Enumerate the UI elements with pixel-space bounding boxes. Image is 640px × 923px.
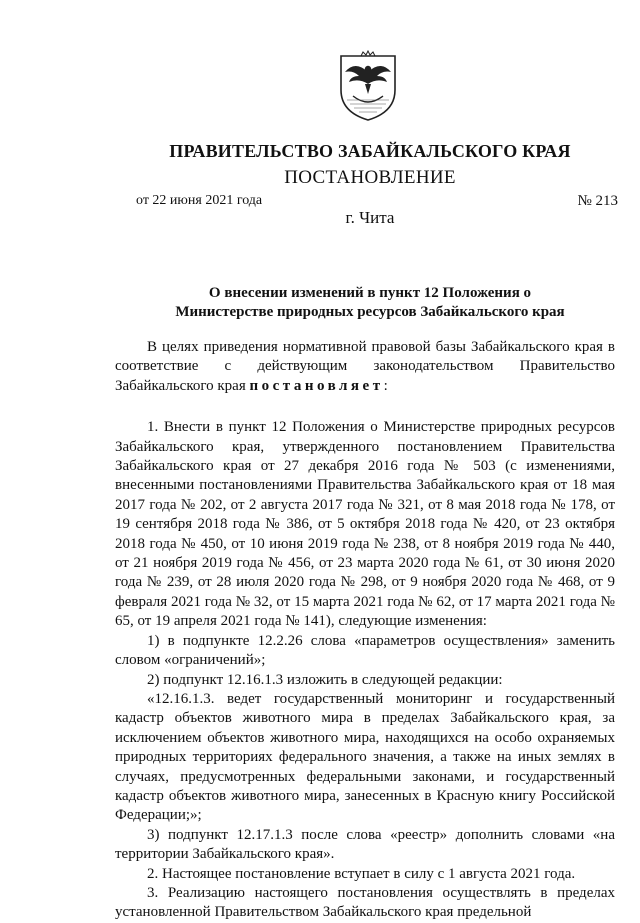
decree-word: постановляет	[249, 377, 384, 394]
subparagraph-1: 1) в подпункте 12.2.26 слова «параметров осуществления» заменить словом «ограничений»;	[115, 632, 615, 669]
document-date: от 22 июня 2021 года	[136, 193, 263, 208]
subparagraph-2: 2) подпункт 12.16.1.3 изложить в следующей редакции:	[147, 671, 503, 688]
paragraph-implementation: 3. Реализацию настоящего постановления осуществлять в пределах установленной Правительством Забайкальского края предельной	[115, 884, 615, 921]
government-title: ПРАВИТЕЛЬСТВО ЗАБАЙКАЛЬСКОГО КРАЯ	[169, 141, 571, 161]
preamble-tail: :	[383, 377, 388, 394]
document-city: г. Чита	[345, 208, 395, 227]
subparagraph-3: 3) подпункт 12.17.1.3 после слова «реестр» дополнить словами «на территории Забайкальского края».	[115, 826, 615, 863]
preamble-paragraph	[115, 338, 615, 396]
document-body	[115, 338, 615, 923]
document-number: № 213	[577, 193, 618, 209]
paragraph-amendment-1: 1. Внести в пункт 12 Положения о Министерстве природных ресурсов Забайкальского края, утвержденного постановлением Правительства Забайкальского края от 27 декабря 2016 года № 503 (с изменениями, внесенными постановлениями Правительства Забайкальского края от 18 мая 2017 года № 202, от 2 августа 2017 года № 321, от 8 мая 2018 года № 178, от 19 сентября 2018 года № 386, от 5 октября 2018 года № 420, от 23 октября 2018 года № 450, от 10 июня 2019 года № 238, от 8 ноября 2019 года № 440, от 21 ноября 2019 года № 456, от 23 марта 2020 года № 61, от 30 июня 2020 года № 239, от 28 июля 2020 года № 298, от 9 ноября 2020 года № 468, от 9 февраля 2021 года № 32, от 15 марта 2021 года № 62, от 17 марта 2021 года № 65, от 19 апреля 2021 года № 141), следующие изменения:	[115, 419, 615, 630]
zabaikalsky-coat-of-arms-icon	[333, 50, 403, 122]
subject-line: Министерстве природных ресурсов Забайкальского края	[175, 304, 565, 320]
quoted-provision: «12.16.1.3. ведет государственный мониторинг и государственный кадастр объектов животного мира в пределах Забайкальского края, за исключением объектов животного мира, находящихся на особо охраняемых природных территориях федерального значения, а также на иных землях в случаях, предусмотренных федеральными законами, и государственный кадастр объектов животного мира, занесенных в Красную книгу Российской Федерации;»;	[115, 690, 615, 824]
preamble-text: В целях приведения нормативной правовой базы Забайкальского края в соответствие с действующим законодательством Правительство Забайкальского края	[115, 339, 615, 394]
document-type: ПОСТАНОВЛЕНИЕ	[284, 167, 456, 188]
subject-line: О внесении изменений в пункт 12 Положения о	[208, 285, 532, 301]
paragraph-effective-date: 2. Настоящее постановление вступает в силу с 1 августа 2021 года.	[147, 865, 576, 882]
document-subject	[100, 284, 640, 322]
